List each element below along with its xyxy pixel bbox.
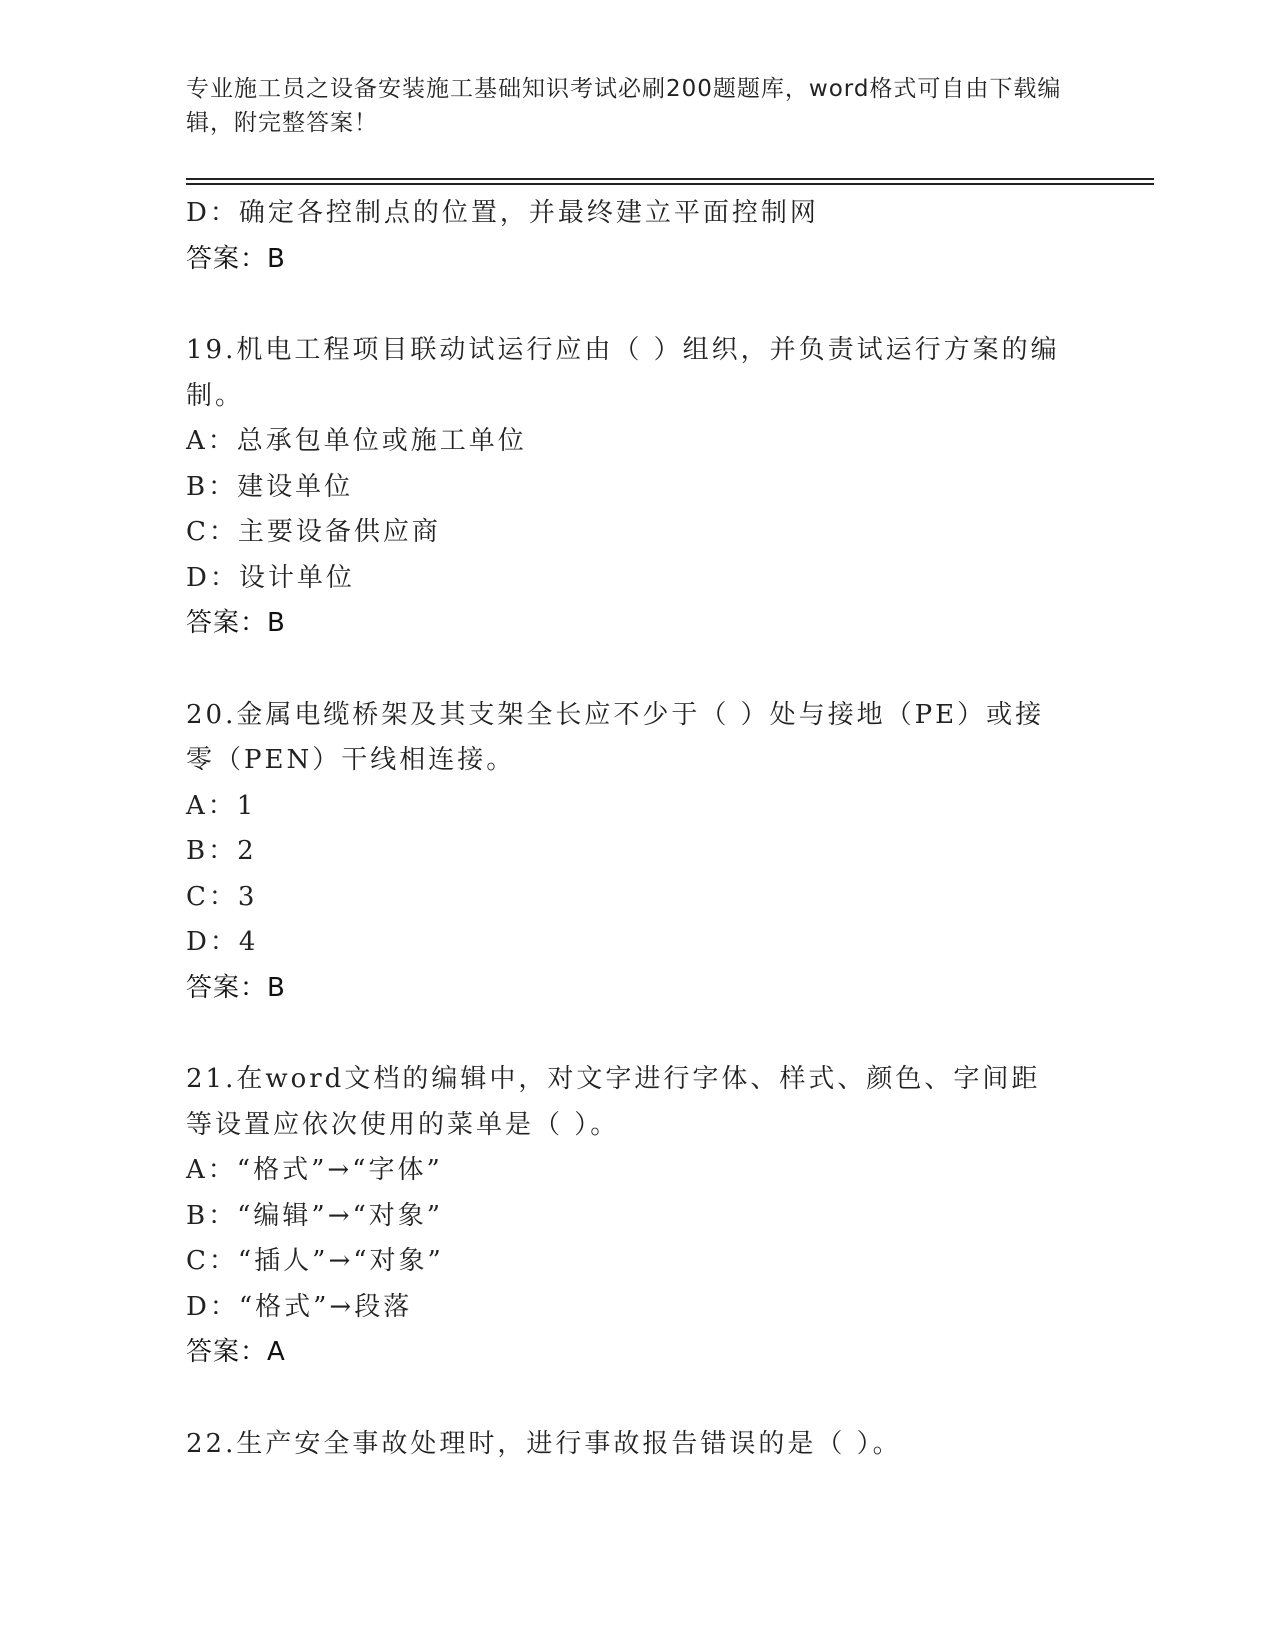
header-rule-top xyxy=(186,178,1154,180)
header-rule-bottom xyxy=(186,183,1154,185)
question-20-option-b: B：2 xyxy=(186,836,257,866)
prev-answer: 答案：B xyxy=(186,243,286,274)
question-21-option-c: C：“插人”→“对象” xyxy=(186,1246,444,1276)
question-21-answer: 答案：A xyxy=(186,1337,286,1367)
question-20-stem: 20.金属电缆桥架及其支架全长应不少于（ ）处与接地（PE）或接零（PEN）干线相连接。 xyxy=(186,699,1045,775)
spacer xyxy=(186,647,1066,693)
question-19-stem: 19.机电工程项目联动试运行应由（ ）组织，并负责试运行方案的编制。 xyxy=(186,335,1060,411)
question-20-option-c: C：3 xyxy=(186,881,258,912)
question-22-stem: 22.生产安全事故处理时，进行事故报告错误的是（ ）。 xyxy=(186,1428,902,1459)
question-20-option-d: D：4 xyxy=(186,927,259,957)
question-list xyxy=(186,191,1066,1467)
question-21-stem: 21.在word文档的编辑中，对文字进行字体、样式、颜色、字间距等设置应依次使用的菜单是（ ）。 xyxy=(186,1064,1041,1140)
question-19-option-a: A：总承包单位或施工单位 xyxy=(186,426,527,456)
page-header: 专业施工员之设备安装施工基础知识考试必刷200题题库，word格式可自由下载编辑，附完整答案！ xyxy=(186,76,1062,136)
question-19-answer: 答案：B xyxy=(186,608,286,638)
question-19-option-c: C：主要设备供应商 xyxy=(186,517,441,547)
question-19-option-d: D：设计单位 xyxy=(186,562,355,593)
question-19-option-b: B：建设单位 xyxy=(186,471,354,502)
question-21-option-a: A：“格式”→“字体” xyxy=(186,1155,443,1185)
question-21-option-d: D：“格式”→段落 xyxy=(186,1291,413,1322)
spacer xyxy=(186,282,1066,328)
question-20-option-a: A：1 xyxy=(186,790,257,821)
spacer xyxy=(186,1376,1066,1422)
question-20-answer: 答案：B xyxy=(186,972,286,1003)
question-21-option-b: B：“编辑”→“对象” xyxy=(186,1200,444,1231)
spacer xyxy=(186,1011,1066,1057)
prev-option-d: D：确定各控制点的位置，并最终建立平面控制网 xyxy=(186,198,819,228)
